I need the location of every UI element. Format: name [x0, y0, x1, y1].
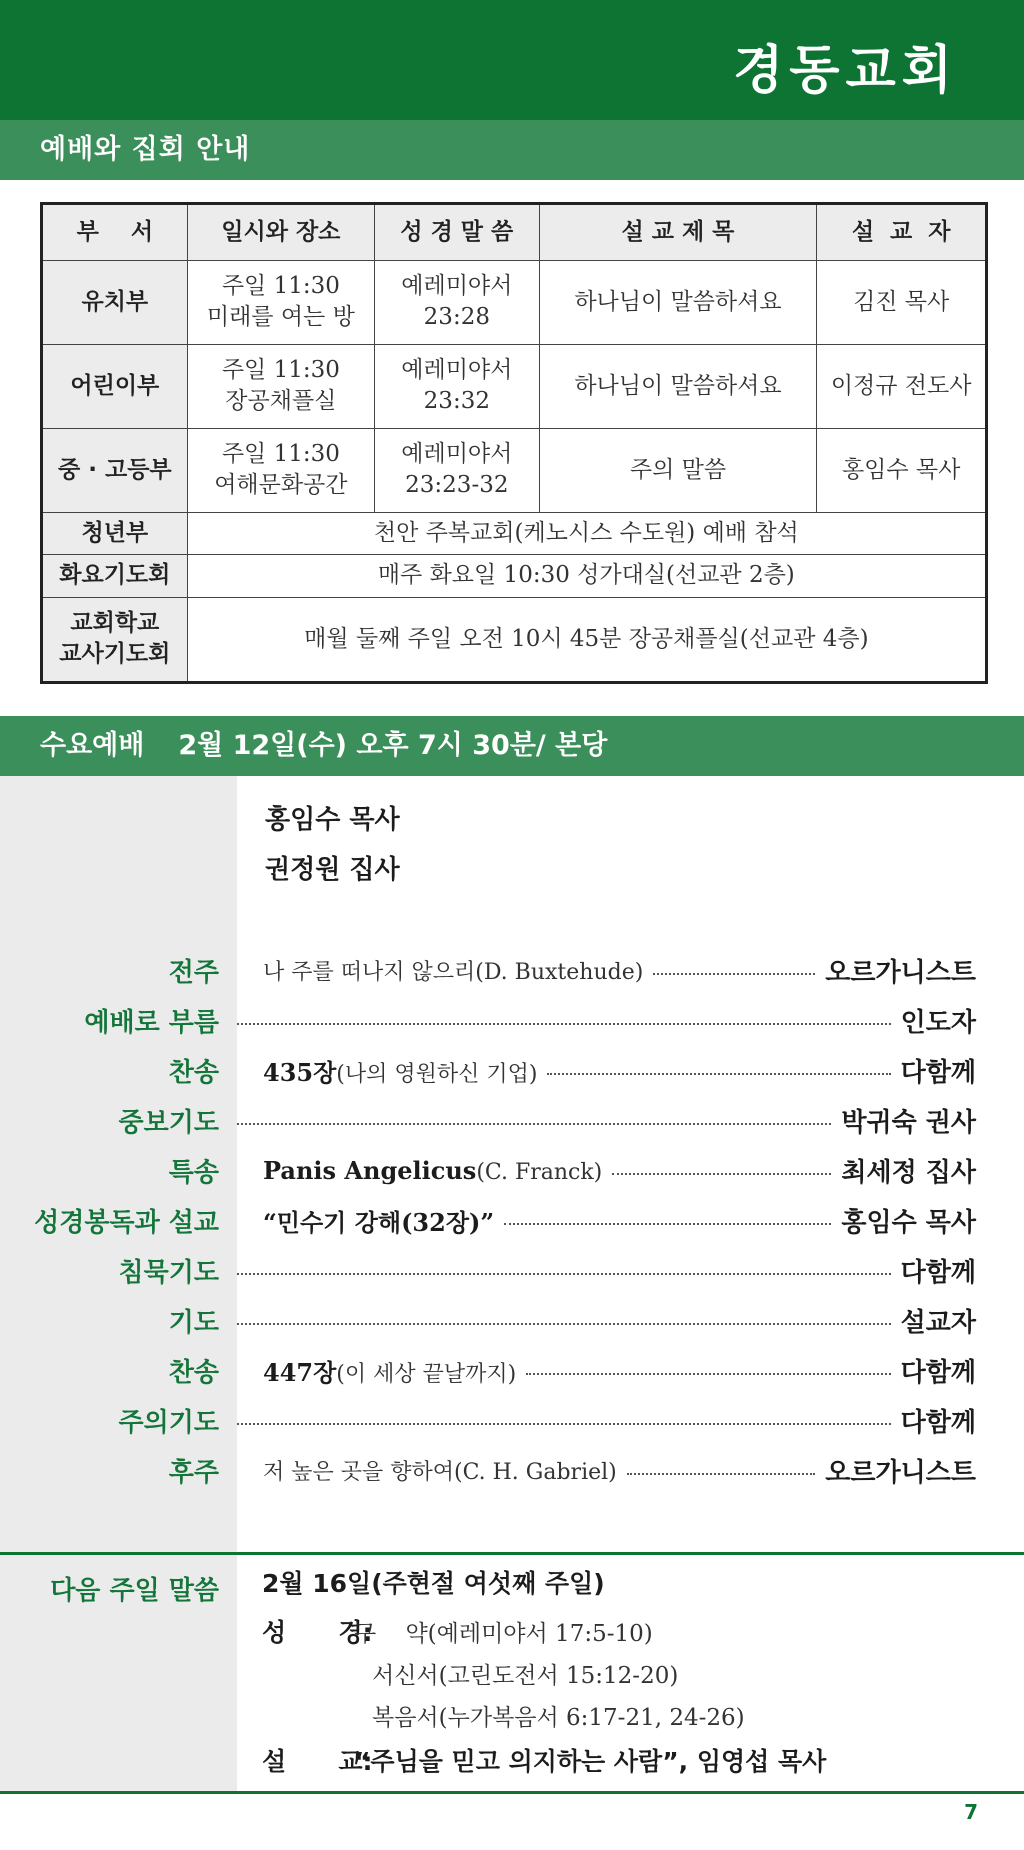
dept-cell: 어린이부	[42, 344, 188, 428]
composer: (C. Franck)	[476, 1159, 603, 1185]
time-place-cell	[187, 261, 374, 345]
dept-cell: 중 · 고등부	[42, 428, 188, 512]
time: 주일 11:30	[221, 441, 340, 468]
dept-line: 교회학교	[70, 610, 160, 637]
next-sunday-label: 다음 주일 말씀	[50, 1576, 219, 1606]
wednesday-datetime: 2월 12일(수) 오후 7시 30분/ 본당	[178, 730, 608, 761]
dept-cell: 화요기도회	[42, 555, 188, 598]
column-header: 부 서	[42, 204, 188, 261]
event-cell: 매주 화요일 10:30 성가대실(선교관 2층)	[187, 555, 986, 598]
column-header: 설 교 자	[817, 204, 987, 261]
bible-cell	[375, 344, 540, 428]
time: 주일 11:30	[221, 357, 340, 384]
dot-leader	[653, 973, 815, 975]
order-responsible: 다함께	[900, 1407, 976, 1438]
time: 주일 11:30	[221, 273, 340, 300]
time-place-cell	[187, 428, 374, 512]
order-label: 기도	[168, 1307, 219, 1338]
special-song-title: Panis Angelicus	[263, 1155, 477, 1185]
dot-leader	[504, 1223, 831, 1225]
order-label: 찬송	[168, 1357, 219, 1388]
order-responsible: 인도자	[900, 1007, 976, 1038]
time-place-cell	[187, 344, 374, 428]
reading-line	[262, 1612, 826, 1654]
page-number: 7	[964, 1800, 978, 1824]
place: 여해문화공간	[214, 472, 348, 499]
sermon-label: 설 교:	[262, 1747, 373, 1776]
dot-leader	[526, 1373, 890, 1375]
dot-leader	[237, 1273, 891, 1275]
column-header: 일시와 장소	[187, 204, 374, 261]
order-item	[0, 1298, 1024, 1342]
table-row	[42, 555, 987, 598]
order-responsible: 박귀숙 권사	[841, 1107, 976, 1138]
order-item	[0, 1248, 1024, 1292]
bible-book: 예레미야서	[401, 441, 513, 468]
order-text: 나 주를 떠나지 않으리(D. Buxtehude)	[263, 959, 644, 985]
order-text: 저 높은 곳을 향하여(C. H. Gabriel)	[263, 1459, 617, 1485]
order-label: 전주	[168, 957, 219, 988]
bible-cell	[375, 261, 540, 345]
dept-cell: 청년부	[42, 512, 188, 555]
order-item	[0, 1098, 1024, 1142]
order-label: 찬송	[168, 1057, 219, 1088]
sermon-title-cell: 하나님이 말씀하셔요	[539, 344, 817, 428]
sermon-line	[262, 1738, 826, 1786]
table-row	[42, 597, 987, 682]
order-label: 특송	[168, 1157, 219, 1188]
order-label: 성경봉독과 설교	[34, 1207, 219, 1238]
bible-book: 예레미야서	[401, 273, 513, 300]
dot-leader	[237, 1423, 891, 1425]
sermon-title: “민수기 강해(32장)”	[263, 1207, 495, 1237]
reading-epistle: 서신서(고린도전서 15:12-20)	[372, 1663, 679, 1689]
reading-gospel: 복음서(누가복음서 6:17-21, 24-26)	[372, 1705, 745, 1731]
table-row	[42, 428, 987, 512]
table-row	[42, 344, 987, 428]
place: 장공채플실	[225, 388, 337, 415]
order-responsible: 오르가니스트	[825, 957, 976, 988]
order-responsible: 다함께	[900, 1057, 976, 1088]
footer-divider	[0, 1791, 1024, 1794]
dot-leader	[237, 1323, 891, 1325]
reading-ot: 구 약(예레미야서 17:5-10)	[354, 1621, 653, 1647]
hymn-title: (나의 영원하신 기업)	[336, 1061, 538, 1087]
order-responsible: 설교자	[900, 1307, 976, 1338]
order-item	[0, 1398, 1024, 1442]
next-sunday-date: 2월 16일(주현절 여섯째 주일)	[262, 1569, 605, 1598]
table-row	[42, 261, 987, 345]
schedule-header-row	[42, 204, 987, 261]
place: 미래를 여는 방	[206, 304, 355, 331]
reading-line	[262, 1696, 826, 1738]
preacher-cell: 홍임수 목사	[817, 428, 987, 512]
order-item	[0, 998, 1024, 1042]
schedule-section-title: 예배와 집회 안내	[0, 120, 1024, 180]
bible-ref: 23:32	[423, 388, 490, 415]
event-cell: 천안 주복교회(케노시스 수도원) 예배 참석	[187, 512, 986, 555]
dot-leader	[237, 1023, 891, 1025]
order-item	[0, 948, 1024, 992]
sermon-title-cell: 하나님이 말씀하셔요	[539, 261, 817, 345]
leader-value: 권정원 집사	[265, 855, 400, 885]
order-label: 주의기도	[118, 1407, 219, 1438]
hymn-number: 435장	[263, 1057, 337, 1087]
dept-line: 교사기도회	[59, 641, 171, 668]
order-item	[0, 1348, 1024, 1392]
dept-cell	[42, 597, 188, 682]
order-responsible: 홍임수 목사	[841, 1207, 976, 1238]
schedule-table	[40, 202, 988, 684]
sermon-info: “주님을 믿고 의지하는 사람”, 임영섭 목사	[354, 1747, 827, 1776]
next-sunday-block	[262, 1562, 826, 1786]
order-item	[0, 1048, 1024, 1092]
leader-value: 홍임수 목사	[265, 805, 400, 835]
column-header: 성 경 말 씀	[375, 204, 540, 261]
church-name: 경동교회	[733, 40, 958, 101]
order-item	[0, 1448, 1024, 1492]
order-responsible: 다함께	[900, 1257, 976, 1288]
table-row	[42, 512, 987, 555]
dot-leader	[237, 1123, 831, 1125]
preacher-cell: 이정규 전도사	[817, 344, 987, 428]
wednesday-title: 수요예배	[40, 730, 145, 761]
order-responsible: 다함께	[900, 1357, 976, 1388]
dot-leader	[547, 1073, 890, 1075]
bible-book: 예레미야서	[401, 357, 513, 384]
dot-leader	[612, 1173, 831, 1175]
hymn-number: 447장	[263, 1357, 337, 1387]
sermon-title-cell: 주의 말씀	[539, 428, 817, 512]
bible-ref: 23:28	[423, 304, 490, 331]
dot-leader	[627, 1473, 816, 1475]
preacher-cell: 김진 목사	[817, 261, 987, 345]
hymn-title: (이 세상 끝날까지)	[336, 1361, 517, 1387]
bible-cell	[375, 428, 540, 512]
header-bar	[0, 0, 1024, 120]
order-label: 침묵기도	[118, 1257, 219, 1288]
bible-ref: 23:23-32	[405, 472, 509, 499]
order-responsible: 오르가니스트	[825, 1457, 976, 1488]
order-item	[0, 1198, 1024, 1242]
bible-label: 성 경:	[262, 1618, 373, 1647]
order-item	[0, 1148, 1024, 1192]
order-label: 중보기도	[118, 1107, 219, 1138]
column-header: 설 교 제 목	[539, 204, 817, 261]
order-label: 후주	[168, 1457, 219, 1488]
order-label: 예배로 부름	[84, 1007, 219, 1038]
order-responsible: 최세정 집사	[841, 1157, 976, 1188]
dept-cell: 유치부	[42, 261, 188, 345]
wednesday-section-title	[0, 716, 1024, 776]
event-cell: 매월 둘째 주일 오전 10시 45분 장공채플실(선교관 4층)	[187, 597, 986, 682]
reading-line	[262, 1654, 826, 1696]
